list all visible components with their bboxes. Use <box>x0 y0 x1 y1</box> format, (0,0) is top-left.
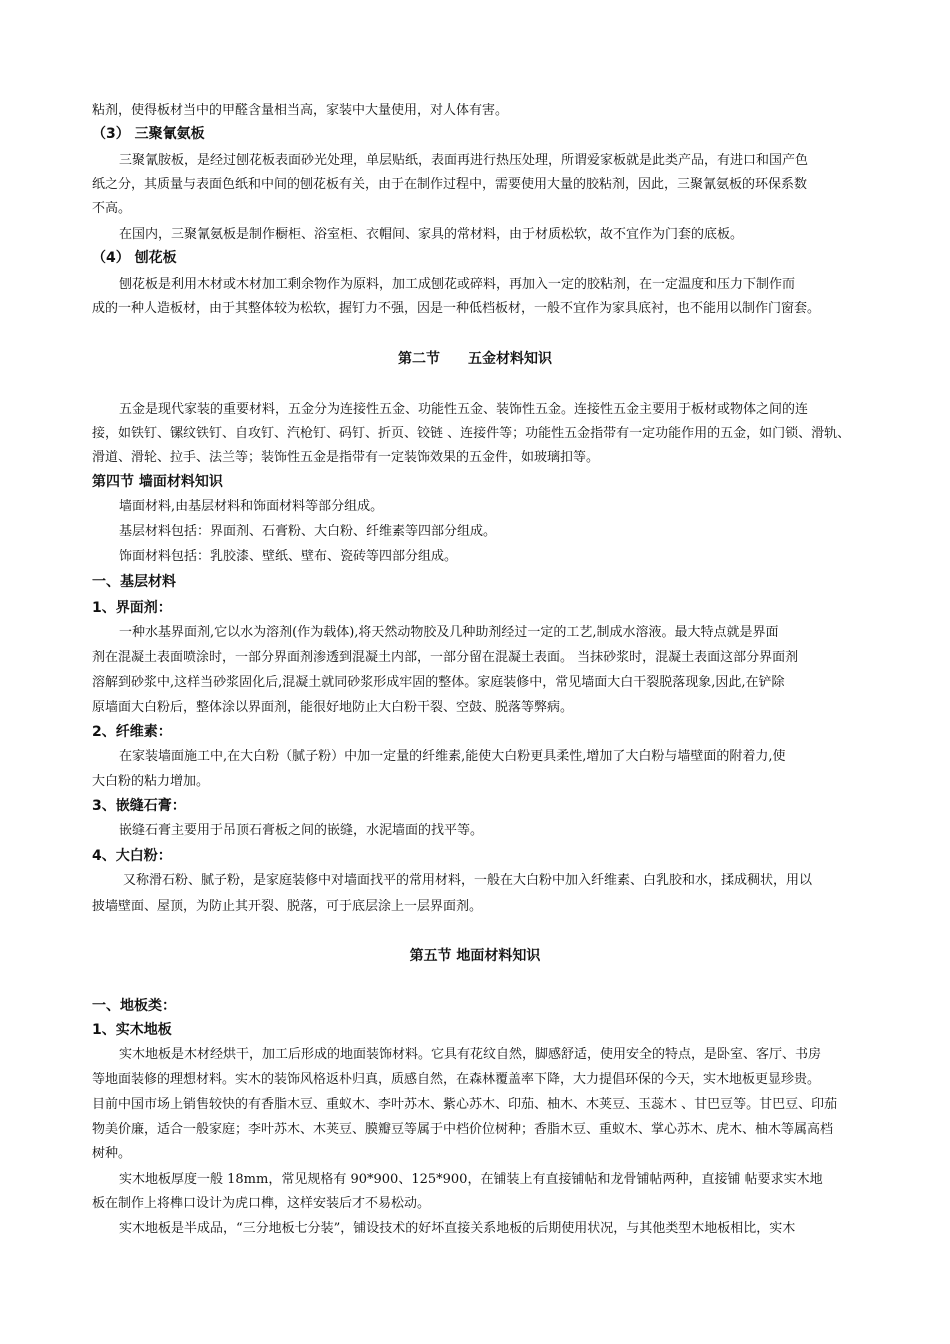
paragraph-line: 物美价廉，适合一般家庭；李叶苏木、木荚豆、膜瓣豆等属于中档价位树种；香脂木豆、重蚁木、掌心苏木、虎木、柚木等属高档 <box>92 1122 834 1137</box>
paragraph-line: 墙面材料,由基层材料和饰面材料等部分组成。 <box>119 499 384 514</box>
paragraph-line: 接，如铁钉、镙纹铁钉、自攻钉、汽枪钉、码钉、折页、铰链 、连接件等；功能性五金指带有一定功能作用的五金，如门锁、滑轨、 <box>92 426 851 441</box>
paragraph-line: 板在制作上将榫口设计为虎口榫，这样安装后才不易松动。 <box>92 1196 431 1211</box>
heading-melamine-board: （3） 三聚氰氨板 <box>92 126 205 142</box>
paragraph-line: 一种水基界面剂,它以水为溶剂(作为载体),将天然动物胶及几种助剂经过一定的工艺,制成水溶液。最大特点就是界面 <box>119 625 779 640</box>
heading-interface-agent: 1、界面剂： <box>92 600 172 616</box>
heading-joint-gypsum: 3、嵌缝石膏： <box>92 798 186 814</box>
paragraph-line: 刨花板是利用木材或木材加工剩余物作为原料，加工成刨花或碎料，再加入一定的胶粘剂，在一定温度和压力下制作而 <box>119 277 796 292</box>
section-title-hardware: 第二节 五金材料知识 <box>398 351 552 367</box>
paragraph-line: 基层材料包括：界面剂、石膏粉、大白粉、纤维素等四部分组成。 <box>119 524 497 539</box>
paragraph-line: 实木地板是半成品，“三分地板七分装”，铺设技术的好坏直接关系地板的后期使用状况，与其他类型木地板相比，实木 <box>119 1221 796 1236</box>
paragraph-line: 五金是现代家装的重要材料，五金分为连接性五金、功能性五金、装饰性五金。连接性五金主要用于板材或物体之间的连 <box>119 402 809 417</box>
paragraph-line: 剂在混凝土表面喷涂时，一部分界面剂渗透到混凝土内部，一部分留在混凝土表面。 当抹砂浆时，混凝土表面这部分界面剂 <box>92 650 799 665</box>
paragraph-line: 在国内，三聚氰氨板是制作橱柜、浴室柜、衣帽间、家具的常材料，由于材质松软，故不宜作为门套的底板。 <box>119 227 744 242</box>
paragraph-line: 原墙面大白粉后，整体涂以界面剂，能很好地防止大白粉干裂、空鼓、脱落等弊病。 <box>92 700 574 715</box>
paragraph-line: 披墙壁面、屋顶，为防止其开裂、脱落，可于底层涂上一层界面剂。 <box>92 899 483 914</box>
heading-solid-wood-floor: 1、实木地板 <box>92 1022 172 1038</box>
heading-floorboards: 一、地板类： <box>92 998 176 1014</box>
paragraph-line: 又称滑石粉、腻子粉，是家庭装修中对墙面找平的常用材料，一般在大白粉中加入纤维素、白乳胶和水，揉成稠状，用以 <box>123 873 813 888</box>
paragraph-line: 树种。 <box>92 1146 132 1161</box>
section-title-floor: 第五节 地面材料知识 <box>409 948 541 964</box>
paragraph-line: 粘剂，使得板材当中的甲醛含量相当高，家装中大量使用，对人体有害。 <box>92 103 509 118</box>
paragraph-line: 溶解到砂浆中,这样当砂浆固化后,混凝土就同砂浆形成牢固的整体。家庭装修中，常见墙面大白干裂脱落现象,因此,在铲除 <box>92 675 785 690</box>
paragraph-line: 成的一种人造板材，由于其整体较为松软，握钉力不强，因是一种低档板材，一般不宜作为家具底衬，也不能用以制作门窗套。 <box>92 301 821 316</box>
heading-particle-board: （4） 刨花板 <box>92 250 177 266</box>
paragraph-line: 嵌缝石膏主要用于吊顶石膏板之间的嵌缝，水泥墙面的找平等。 <box>119 823 484 838</box>
paragraph-line: 滑道、滑轮、拉手、法兰等；装饰性五金是指带有一定装饰效果的五金件，如玻璃扣等。 <box>92 450 600 465</box>
paragraph-line: 饰面材料包括：乳胶漆、壁纸、壁布、瓷砖等四部分组成。 <box>119 549 458 564</box>
paragraph-line: 纸之分，其质量与表面色纸和中间的刨花板有关，由于在制作过程中，需要使用大量的胶粘剂，因此，三聚氰氨板的环保系数 <box>92 177 808 192</box>
heading-cellulose: 2、纤维素： <box>92 724 172 740</box>
paragraph-line: 实木地板是木材经烘干，加工后形成的地面装饰材料。它具有花纹自然，脚感舒适，使用安全的特点，是卧室、客厅、书房 <box>119 1047 822 1062</box>
paragraph-line: 在家装墙面施工中,在大白粉（腻子粉）中加一定量的纤维素,能使大白粉更具柔性,增加了大白粉与墙壁面的附着力,使 <box>119 749 786 764</box>
paragraph-line: 不高。 <box>92 201 132 216</box>
section-title-wall: 第四节 墙面材料知识 <box>92 474 223 490</box>
paragraph-line: 等地面装修的理想材料。实木的装饰风格返朴归真，质感自然，在森林覆盖率下降，大力提倡环保的今天，实木地板更显珍贵。 <box>92 1072 821 1087</box>
paragraph-line: 大白粉的粘力增加。 <box>92 774 210 789</box>
paragraph-line: 实木地板厚度一般 18mm，常见规格有 90*900、125*900，在铺装上有直接铺帖和龙骨铺帖两种，直接铺 帖要求实木地 <box>119 1172 823 1187</box>
paragraph-line: 目前中国市场上销售较快的有香脂木豆、重蚁木、李叶苏木、紫心苏木、印茄、柚木、木荚豆、玉蕊木 、甘巴豆等。甘巴豆、印茄 <box>92 1097 838 1112</box>
heading-putty-powder: 4、大白粉： <box>92 848 172 864</box>
paragraph-line: 三聚氰胺板，是经过刨花板表面砂光处理，单层贴纸，表面再进行热压处理，所谓爱家板就是此类产品，有进口和国产色 <box>119 153 809 168</box>
heading-base-materials: 一、基层材料 <box>92 574 176 590</box>
